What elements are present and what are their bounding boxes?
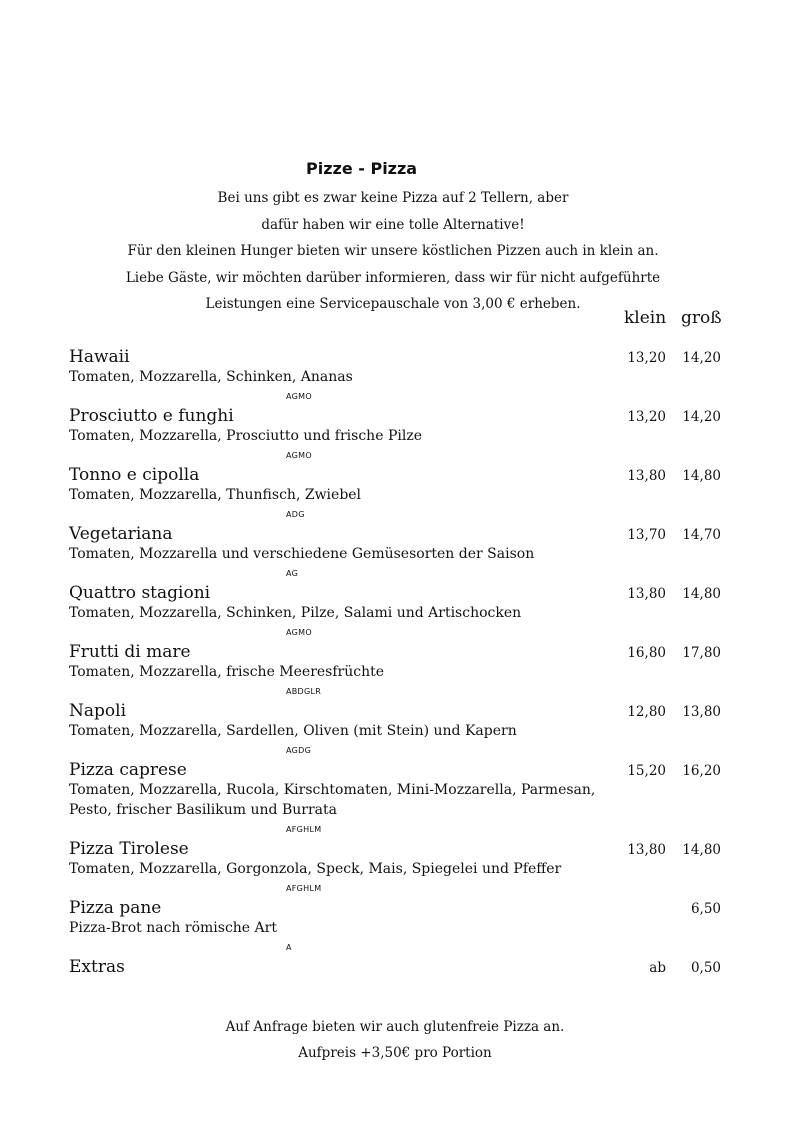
price-klein: 15,20 — [627, 763, 666, 779]
item-description: Pizza-Brot nach römische Art — [69, 920, 277, 936]
intro-line: dafür haben wir eine tolle Alternative! — [261, 216, 525, 233]
price-gross: 14,80 — [682, 842, 721, 858]
column-header-klein: klein — [624, 308, 667, 328]
intro-text — [0, 185, 786, 318]
price-gross: 14,80 — [682, 468, 721, 484]
menu-item — [69, 642, 729, 701]
item-allergens: A — [286, 943, 292, 952]
price-gross: 0,50 — [690, 960, 721, 976]
item-description: Tomaten, Mozzarella, Schinken, Ananas — [69, 369, 353, 385]
menu-item — [69, 898, 729, 957]
price-gross: 14,80 — [682, 586, 721, 602]
price-klein: 13,80 — [627, 586, 666, 602]
item-description: Tomaten, Mozzarella, Sardellen, Oliven (mit Stein) und Kapern — [69, 723, 517, 739]
column-header-gross: groß — [681, 308, 722, 328]
item-name: Pizza pane — [69, 898, 162, 918]
item-description: Tomaten, Mozzarella, Thunfisch, Zwiebel — [69, 487, 362, 503]
price-gross: 16,20 — [682, 763, 721, 779]
footer-note — [0, 1014, 790, 1066]
item-description: Tomaten, Mozzarella, Schinken, Pilze, Salami und Artischocken — [69, 605, 522, 621]
item-allergens: AFGHLM — [286, 884, 322, 893]
item-name: Tonno e cipolla — [69, 465, 200, 485]
price-gross: 17,80 — [682, 645, 721, 661]
price-gross: 6,50 — [690, 901, 721, 917]
item-allergens: ADG — [286, 510, 305, 519]
item-name: Pizza caprese — [69, 760, 187, 780]
price-gross: 14,20 — [682, 350, 721, 366]
item-name: Quattro stagioni — [69, 583, 211, 603]
menu-item — [69, 760, 729, 839]
item-allergens: AGDG — [286, 746, 312, 755]
menu-item — [69, 583, 729, 642]
menu-item — [69, 524, 729, 583]
item-description: Tomaten, Mozzarella und verschiedene Gemüsesorten der Saison — [69, 546, 535, 562]
item-allergens: AG — [286, 569, 299, 578]
menu-item — [69, 347, 729, 406]
menu-item — [69, 465, 729, 524]
price-klein: 13,70 — [627, 527, 666, 543]
item-description: Tomaten, Mozzarella, Gorgonzola, Speck, Mais, Spiegelei und Pfeffer — [69, 861, 562, 877]
price-klein: 13,20 — [627, 350, 666, 366]
price-gross: 14,70 — [682, 527, 721, 543]
menu-item — [69, 701, 729, 760]
item-description: Tomaten, Mozzarella, Rucola, Kirschtomaten, Mini-Mozzarella, Parmesan, Pesto, frischer Basilikum und Burrata — [69, 782, 596, 818]
footer-line: Auf Anfrage bieten wir auch glutenfreie Pizza an. — [225, 1019, 565, 1035]
item-name: Napoli — [69, 701, 127, 721]
footer-line: Aufpreis +3,50€ pro Portion — [298, 1045, 492, 1061]
price-klein: 13,80 — [627, 468, 666, 484]
intro-line: Liebe Gäste, wir möchten darüber informieren, dass wir für nicht aufgeführte — [125, 269, 661, 286]
price-klein: 13,20 — [627, 409, 666, 425]
page-title: Pizze - Pizza — [306, 159, 418, 178]
item-name: Extras — [69, 957, 125, 977]
menu-list — [69, 347, 729, 977]
intro-line: Bei uns gibt es zwar keine Pizza auf 2 Tellern, aber — [217, 190, 569, 206]
item-allergens: ABDGLR — [286, 687, 322, 696]
item-name: Hawaii — [69, 347, 130, 367]
item-allergens: AGMO — [286, 628, 312, 637]
item-name: Frutti di mare — [69, 642, 191, 662]
price-gross: 14,20 — [682, 409, 721, 425]
intro-line: Leistungen eine Servicepauschale von 3,00 € erheben. — [205, 296, 581, 312]
item-name: Pizza Tirolese — [69, 839, 189, 859]
item-name: Prosciutto e funghi — [69, 406, 234, 426]
price-klein: 16,80 — [627, 645, 666, 661]
item-allergens: AFGHLM — [286, 825, 322, 834]
item-description: Tomaten, Mozzarella, frische Meeresfrüchte — [69, 664, 385, 680]
item-allergens: AGMO — [286, 392, 312, 401]
item-name: Vegetariana — [69, 524, 173, 544]
menu-item-extras — [69, 957, 729, 977]
item-description: Tomaten, Mozzarella, Prosciutto und frische Pilze — [69, 428, 422, 444]
intro-line: Für den kleinen Hunger bieten wir unsere köstlichen Pizzen auch in klein an. — [127, 243, 659, 259]
price-gross: 13,80 — [682, 704, 721, 720]
item-allergens: AGMO — [286, 451, 312, 460]
price-klein: 13,80 — [627, 842, 666, 858]
menu-item — [69, 839, 729, 898]
menu-item — [69, 406, 729, 465]
price-klein: 12,80 — [627, 704, 666, 720]
price-klein: ab — [649, 960, 666, 976]
